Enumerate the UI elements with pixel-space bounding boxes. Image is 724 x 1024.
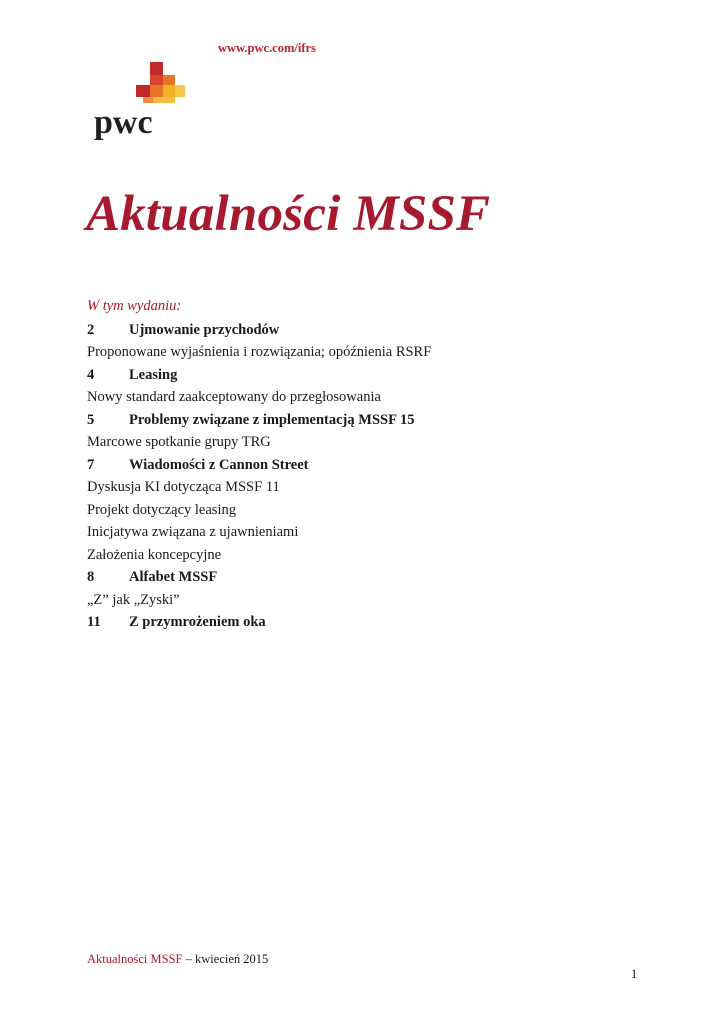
- toc-label: Marcowe spotkanie grupy TRG: [87, 434, 271, 450]
- toc-label: Ujmowanie przychodów: [129, 321, 280, 338]
- toc-item[interactable]: [87, 386, 647, 409]
- toc-label: Projekt dotyczący leasing: [87, 501, 236, 518]
- toc-label: Założenia koncepcyjne: [87, 546, 222, 563]
- toc-label: Leasing: [129, 366, 178, 383]
- toc-label: Inicjatywa związana z ujawnieniami: [87, 524, 299, 540]
- toc-page-number: 8: [87, 569, 95, 585]
- toc-heading[interactable]: [87, 319, 647, 342]
- toc-item[interactable]: [87, 499, 647, 522]
- footer-separator: –: [182, 952, 196, 966]
- pwc-url-link[interactable]: www.pwc.com/ifrs: [218, 41, 316, 55]
- toc-label: Nowy standard zaakceptowany do przegłosowania: [87, 389, 381, 405]
- toc-heading[interactable]: [87, 566, 647, 589]
- toc-heading[interactable]: [87, 454, 647, 477]
- toc-label: „Z” jak „Zyski”: [87, 591, 180, 608]
- toc-item[interactable]: [87, 476, 647, 499]
- toc-item[interactable]: [87, 521, 647, 544]
- toc-item[interactable]: [87, 544, 647, 567]
- toc-label: Wiadomości z Cannon Street: [129, 456, 309, 473]
- footer-date: kwiecień 2015: [195, 952, 269, 966]
- toc-heading[interactable]: [87, 364, 647, 387]
- toc-item[interactable]: [87, 341, 647, 364]
- toc-label: Z przymrożeniem oka: [129, 614, 266, 630]
- toc-page-number: 4: [87, 366, 95, 383]
- toc-label: Dyskusja KI dotycząca MSSF 11: [87, 479, 280, 495]
- toc-page-number: 5: [87, 411, 95, 428]
- page-number: 1: [631, 967, 638, 981]
- toc-heading[interactable]: [87, 611, 647, 634]
- toc-label: Problemy związane z implementacją MSSF 15: [129, 411, 415, 428]
- toc-label: Alfabet MSSF: [129, 569, 218, 585]
- table-of-contents: [87, 296, 647, 634]
- toc-intro: W tym wydaniu:: [87, 298, 182, 314]
- footer-publication: Aktualności MSSF: [87, 952, 183, 966]
- toc-item[interactable]: [87, 589, 647, 612]
- toc-page-number: 2: [87, 321, 95, 338]
- footer: [87, 952, 268, 967]
- pwc-logo-text: pwc: [94, 104, 153, 140]
- toc-page-number: 7: [87, 456, 95, 473]
- pwc-logo: [94, 62, 188, 145]
- toc-page-number: 11: [87, 614, 101, 630]
- toc-item[interactable]: [87, 431, 647, 454]
- toc-label: Proponowane wyjaśnienia i rozwiązania; opóźnienia RSRF: [87, 344, 432, 360]
- toc-heading[interactable]: [87, 409, 647, 432]
- page-title: Aktualności MSSF: [86, 186, 491, 242]
